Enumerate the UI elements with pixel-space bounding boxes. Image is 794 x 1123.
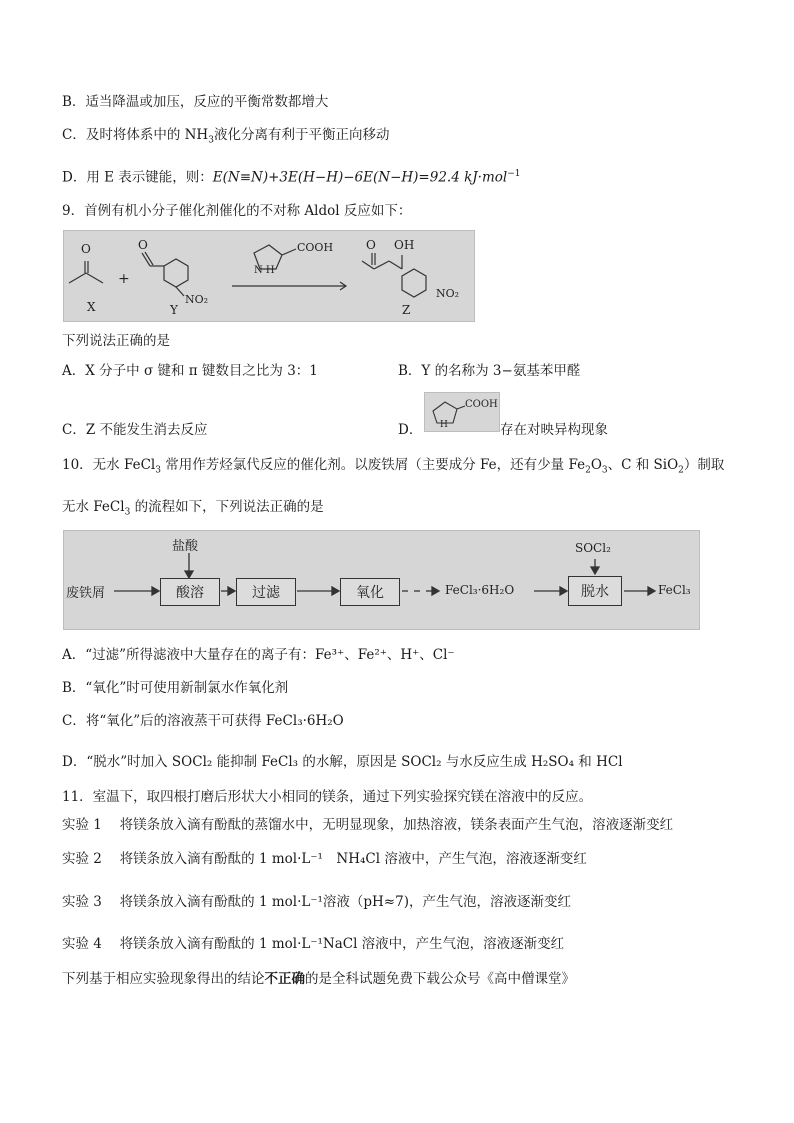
q11-ask: 下列基于相应实验现象得出的结论不正确的是全科试题免费下载公众号《高中僧课堂》 [62, 971, 575, 987]
molecule-x [69, 261, 103, 283]
q11-stem: 11．室温下，取四根打磨后形状大小相同的镁条，通过下列实验探究镁在溶液中的反应。 [62, 789, 593, 805]
q8-option-b: B．适当降温或加压，反应的平衡常数都增大 [62, 94, 329, 110]
q10-option-c: C．将“氧化”后的溶液蒸干可获得 FeCl₃·6H₂O [62, 713, 344, 729]
molecule-y [142, 252, 188, 296]
q9-option-c: C．Z 不能发生消去反应 [62, 422, 208, 438]
q9-option-b: B．Y 的名称为 3−氨基苯甲醛 [398, 363, 581, 379]
flow-step-filter: 过滤 [236, 578, 296, 606]
flow-step-acid-dissolve: 酸溶 [160, 578, 220, 606]
label-z: Z [402, 303, 411, 317]
flow-hcl-label: 盐酸 [172, 539, 199, 554]
proline-cooh-label: COOH [465, 399, 498, 410]
flow-socl2-label: SOCl₂ [575, 541, 611, 555]
label-x: X [87, 300, 96, 314]
z-oxygen-label: O [366, 238, 376, 252]
q9-stem: 9．首例有机小分子催化剂催化的不对称 Aldol 反应如下： [62, 203, 412, 219]
q11-experiment-1: 实验 1 将镁条放入滴有酚酞的蒸馏水中，无明显现象，加热溶液，镁条表面产生气泡，溶液逐渐变红 [62, 817, 674, 833]
q11-experiment-3: 实验 3 将镁条放入滴有酚酞的 1 mol·L⁻¹溶液（pH≈7)，产生气泡，溶液逐渐变红 [62, 894, 571, 910]
q9-ask: 下列说法正确的是 [62, 333, 170, 349]
q11-experiment-2: 实验 2 将镁条放入滴有酚酞的 1 mol·L⁻¹ NH₄Cl 溶液中，产生气泡，溶液逐渐变红 [62, 851, 587, 867]
q10-stem-line-2: 无水 FeCl$_3$ 的流程如下，下列说法正确的是 [62, 499, 324, 518]
q11-experiment-4: 实验 4 将镁条放入滴有酚酞的 1 mol·L⁻¹NaCl 溶液中，产生气泡，溶液逐渐变红 [62, 936, 565, 952]
flow-start-label: 废铁屑 [66, 586, 106, 601]
plus-sign: + [118, 271, 130, 287]
q10-option-a: A．“过滤”所得滤液中大量存在的离子有：Fe³⁺、Fe²⁺、H⁺、Cl⁻ [62, 647, 455, 663]
x-oxygen-label: O [81, 242, 91, 256]
q9-option-d-letter: D． [398, 422, 423, 438]
flow-step-oxidize: 氧化 [340, 578, 400, 606]
z-hydroxyl-label: OH [394, 238, 415, 252]
molecule-z [362, 253, 426, 297]
q10-stem-line-1: 10．无水 FeCl$_3$ 常用作芳烃氯代反应的催化剂。以废铁屑（主要成分 Fe，还有少量 $Fe_2O_3$、C 和 SiO$_2$）制取 [62, 457, 725, 476]
q9-reaction-figure [63, 230, 475, 322]
reaction-arrow [232, 282, 346, 290]
proline-structure-image [424, 392, 500, 432]
q8-option-c: C．及时将体系中的 $NH_3$液化分离有利于平衡正向移动 [62, 127, 390, 146]
flow-intermediate-label: FeCl₃·6H₂O [445, 583, 515, 597]
y-oxygen-label: O [138, 238, 148, 252]
q10-flowchart [63, 530, 700, 630]
catalyst-nh-label: N H [254, 265, 275, 276]
q9-option-d-text: 存在对映异构现象 [500, 422, 608, 438]
q9-option-a: A．X 分子中 σ 键和 π 键数目之比为 3：1 [62, 363, 318, 379]
flow-step-dehydrate: 脱水 [568, 576, 622, 606]
q10-option-b: B．“氧化”时可使用新制氯水作氧化剂 [62, 680, 289, 696]
q10-option-d: D．“脱水”时加入 SOCl₂ 能抑制 FeCl₃ 的水解，原因是 SOCl₂ 与水反应生成 H₂SO₄ 和 HCl [62, 754, 623, 770]
flow-end-label: FeCl₃ [658, 583, 691, 597]
z-nitro-label: NO₂ [436, 287, 460, 300]
y-nitro-label: NO₂ [185, 293, 209, 306]
q8-option-d: D．用 E 表示键能，则：E(N≡N)+3E(H−H)−6E(N−H)=92.4 kJ·mol$^{-1}$ [62, 169, 521, 186]
catalyst-cooh-label: COOH [297, 241, 334, 254]
label-y: Y [170, 303, 178, 317]
proline-h-label: H [440, 420, 448, 430]
